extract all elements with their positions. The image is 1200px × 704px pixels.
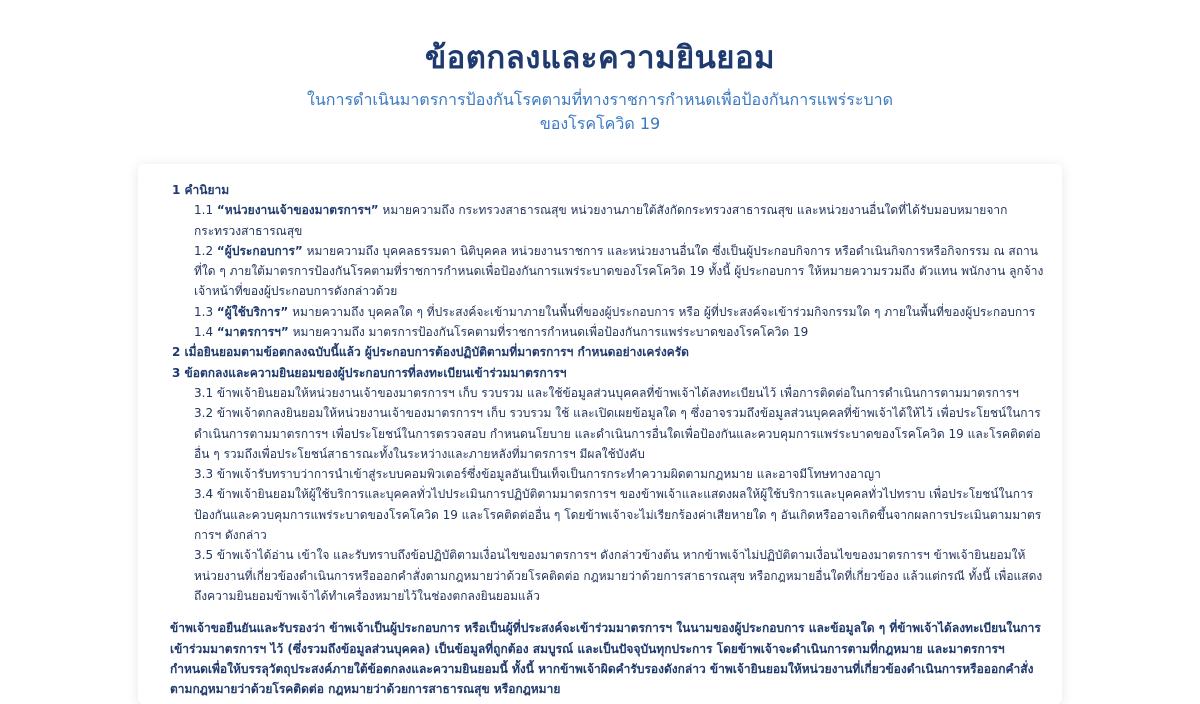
page-header: [0, 0, 1200, 136]
agreement-item-3-1: 3.1 ข้าพเจ้ายินยอมให้หน่วยงานเจ้าของมาตรการฯ เก็บ รวบรวม และใช้ข้อมูลส่วนบุคคลที่ข้าพเจ้าได้ลงทะเบียนไว้ เพื่อการติดต่อในการดำเนินการตามมาตรการฯ: [194, 385, 1019, 400]
definition-text: หมายความถึง กระทรวงสาธารณสุข หน่วยงานภายใต้สังกัดกระทรวงสาธารณสุข และหน่วยงานอื่นใดที่ได้รับมอบหมายจากกระทรวงสาธารณสุข: [194, 203, 1008, 238]
item-number: 1.3: [194, 304, 214, 319]
definition-text: หมายความถึง มาตรการป้องกันโรคตามที่ราชการกำหนดเพื่อป้องกันการแพร่ระบาดของโรคโควิด 19: [292, 325, 809, 340]
section-3-heading: 3 ข้อตกลงและความยินยอมของผู้ประกอบการที่ลงทะเบียนเข้าร่วมมาตรการฯ: [172, 365, 567, 380]
agreement-item-3-2: 3.2 ข้าพเจ้าตกลงยินยอมให้หน่วยงานเจ้าของมาตรการฯ เก็บ รวบรวม ใช้ และเปิดเผยข้อมูลใด ๆ ซึ่งอาจรวมถึงข้อมูลส่วนบุคคลที่ข้าพเจ้าได้ให้ไว้ เพื่อประโยชน์ในการดำเนินการตามมาตรการฯ เพื่อประโยชน์ในการตรวจสอบ กำหนดนโยบาย และดำเนินการอื่นใดเพื่อป้องกันและควบคุมการแพร่ระบาดของโรคโควิด 19 และโรคติดต่ออื่น ๆ รวมถึงเพื่อประโยชน์สาธารณะทั้งในระหว่างและภายหลังที่มาตรการฯ มีผลใช้บังคับ: [194, 406, 1041, 461]
definition-item-3: [172, 302, 1044, 322]
confirmation-statement: ข้าพเจ้าขอยืนยันและรับรองว่า ข้าพเจ้าเป็นผู้ประกอบการ หรือเป็นผู้ที่ประสงค์จะเข้าร่วมมาตรการฯ ในนามของผู้ประกอบการ และข้อมูลใด ๆ ที่ข้าพเจ้าได้ลงทะเบียนในการเข้าร่วมมาตรการฯ ไว้ (ซึ่งรวมถึงข้อมูลส่วนบุคคล) เป็นข้อมูลที่ถูกต้อง สมบูรณ์ และเป็นปัจจุบันทุกประการ โดยข้าพเจ้าจะดำเนินการตามที่กฎหมาย และมาตรการฯ กำหนดเพื่อให้บรรลุวัตถุประสงค์ภายใต้ข้อตกลงและความยินยอมนี้ ทั้งนี้ หากข้าพเจ้าผิดคำรับรองดังกล่าว ข้าพเจ้ายินยอมให้หน่วยงานที่เกี่ยวข้องดำเนินการหรือออกคำสั่งตามกฎหมายว่าด้วยโรคติดต่อ กฎหมายว่าด้วยการสาธารณสุข หรือกฎหมาย: [170, 621, 1041, 697]
page-title: ข้อตกลงและความยินยอม: [424, 40, 776, 76]
item-number: 1.1: [194, 203, 214, 218]
definition-item-2: [172, 241, 1044, 302]
definition-term: “หน่วยงานเจ้าของมาตรการฯ”: [216, 203, 379, 218]
section-2-heading: 2 เมื่อยินยอมตามข้อตกลงฉบับนี้แล้ว ผู้ประกอบการต้องปฏิบัติตามที่มาตรการฯ กำหนดอย่างเคร่งครัด: [172, 345, 689, 360]
agreement-item-3-4: 3.4 ข้าพเจ้ายินยอมให้ผู้ใช้บริการและบุคคลทั่วไปประเมินการปฏิบัติตามมาตรการฯ ของข้าพเจ้าและแสดงผลให้ผู้ใช้บริการและบุคคลทั่วไปทราบ เพื่อประโยชน์ในการป้องกันและควบคุมการแพร่ระบาดของโรคโควิด 19 และโรคติดต่ออื่น ๆ โดยข้าพเจ้าจะไม่เรียกร้องค่าเสียหายใด ๆ อันเกิดหรืออาจเกิดขึ้นจากผลการประเมินตามมาตรการฯ ดังกล่าว: [194, 487, 1042, 543]
definition-item-1: [172, 200, 1044, 241]
definition-text: หมายความถึง บุคคลใด ๆ ที่ประสงค์จะเข้ามาภายในพื้นที่ของผู้ประกอบการ หรือ ผู้ที่ประสงค์จะเข้าร่วมกิจกรรมใด ๆ ภายในพื้นที่ของผู้ประกอบการ: [292, 304, 1036, 319]
item-number: 1.2: [194, 243, 214, 258]
definition-term: “ผู้ใช้บริการ”: [216, 304, 289, 319]
subtitle-line-2: ของโรคโควิด 19: [539, 114, 661, 133]
item-number: 1.4: [194, 325, 214, 340]
agreement-item-3-3: 3.3 ข้าพเจ้ารับทราบว่าการนำเข้าสู่ระบบคอมพิวเตอร์ซึ่งข้อมูลอันเป็นเท็จเป็นการกระทำความผิดตามกฎหมาย และอาจมีโทษทางอาญา: [194, 467, 881, 482]
page-subtitle: [0, 88, 1200, 136]
subtitle-line-1: ในการดำเนินมาตรการป้องกันโรคตามที่ทางราชการกำหนดเพื่อป้องกันการแพร่ระบาด: [307, 90, 893, 109]
definition-term: “ผู้ประกอบการ”: [216, 243, 303, 258]
terms-card[interactable]: [138, 164, 1062, 704]
definition-term: “มาตรการฯ”: [216, 325, 289, 340]
section-1-heading: 1 คำนิยาม: [172, 183, 230, 197]
agreement-item-3-5: 3.5 ข้าพเจ้าได้อ่าน เข้าใจ และรับทราบถึงข้อปฏิบัติตามเงื่อนไขของมาตรการฯ ดังกล่าวข้างต้น หากข้าพเจ้าไม่ปฏิบัติตามเงื่อนไขของมาตรการฯ ข้าพเจ้ายินยอมให้หน่วยงานที่เกี่ยวข้องดำเนินการหรือออกคำสั่งตามกฎหมายว่าด้วยโรคติดต่อ กฎหมายว่าด้วยการสาธารณสุข หรือกฎหมายอื่นใดที่เกี่ยวข้อง แล้วแต่กรณี ทั้งนี้ เพื่อแสดงถึงความยินยอมข้าพเจ้าได้ทำเครื่องหมายไว้ในช่องตกลงยินยอมแล้ว: [194, 548, 1043, 603]
definition-text: หมายความถึง บุคคลธรรมดา นิติบุคคล หน่วยงานราชการ และหน่วยงานอื่นใด ซึ่งเป็นผู้ประกอบกิจการ หรือดำเนินกิจการหรือกิจกรรม ณ สถานที่ใด ๆ ภายใต้มาตรการป้องกันโรคตามที่ราชการกำหนดเพื่อป้องกันการแพร่ระบาดของโรคโควิด 19 ทั้งนี้ ผู้ประกอบการ ให้หมายความรวมถึง ตัวแทน พนักงาน ลูกจ้าง เจ้าหน้าที่ของผู้ประกอบการดังกล่าวด้วย: [194, 243, 1044, 299]
definition-item-4: [172, 322, 1044, 342]
terms-content: [172, 180, 1044, 699]
